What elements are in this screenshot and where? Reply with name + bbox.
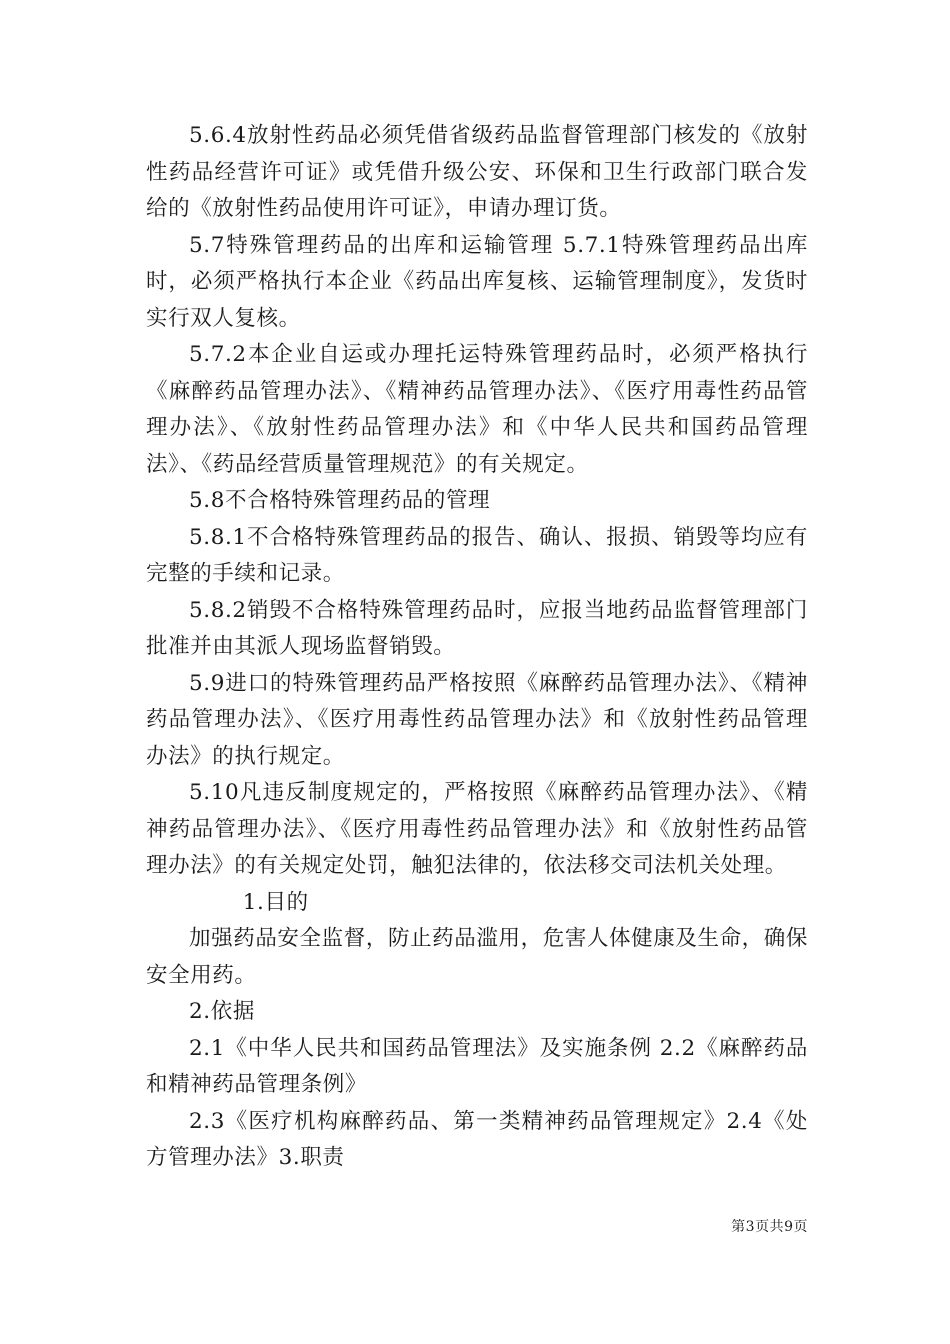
paragraph-purpose: 加强药品安全监督，防止药品滥用，危害人体健康及生命，确保安全用药。 — [146, 926, 808, 988]
paragraph-5-6-4: 5.6.4放射性药品必须凭借省级药品监督管理部门核发的《放射性药品经营许可证》或凭借升级公安、环保和卫生行政部门联合发给的《放射性药品使用许可证》，申请办理订货。 — [146, 123, 808, 221]
paragraph-5-9: 5.9进口的特殊管理药品严格按照《麻醉药品管理办法》、《精神药品管理办法》、《医疗用毒性药品管理办法》和《放射性药品管理办法》的执行规定。 — [146, 670, 808, 769]
heading-basis: 2.依据 — [189, 999, 255, 1024]
page-number: 第3页共9页 — [731, 1219, 808, 1235]
heading-purpose: 1.目的 — [242, 889, 309, 915]
paragraph-5-7: 5.7特殊管理药品的出库和运输管理 5.7.1特殊管理药品出库时，必须严格执行本企业《药品出库复核、运输管理制度》，发货时实行双人复核。 — [146, 232, 808, 331]
paragraph-basis-2-3: 2.3《医疗机构麻醉药品、第一类精神药品管理规定》2.4《处方管理办法》3.职责 — [146, 1108, 808, 1170]
paragraph-5-7-2: 5.7.2本企业自运或办理托运特殊管理药品时，必须严格执行《麻醉药品管理办法》、《精神药品管理办法》、《医疗用毒性药品管理办法》、《放射性药品管理办法》和《中华人民共和国药品管理法》、《药品经营质量管理规范》的有关规定。 — [146, 342, 808, 477]
paragraph-5-8-1: 5.8.1不合格特殊管理药品的报告、确认、报损、销毁等均应有完整的手续和记录。 — [146, 524, 808, 586]
document-body — [146, 118, 808, 1177]
paragraph-basis-2-1: 2.1《中华人民共和国药品管理法》及实施条例 2.2《麻醉药品和精神药品管理条例》 — [146, 1035, 808, 1097]
paragraph-5-8: 5.8不合格特殊管理药品的管理 — [189, 488, 491, 513]
paragraph-5-8-2: 5.8.2销毁不合格特殊管理药品时，应报当地药品监督管理部门批准并由其派人现场监督销毁。 — [146, 597, 808, 659]
paragraph-5-10: 5.10凡违反制度规定的，严格按照《麻醉药品管理办法》、《精神药品管理办法》、《医疗用毒性药品管理办法》和《放射性药品管理办法》的有关规定处罚，触犯法律的，依法移交司法机关处理。 — [146, 780, 808, 878]
